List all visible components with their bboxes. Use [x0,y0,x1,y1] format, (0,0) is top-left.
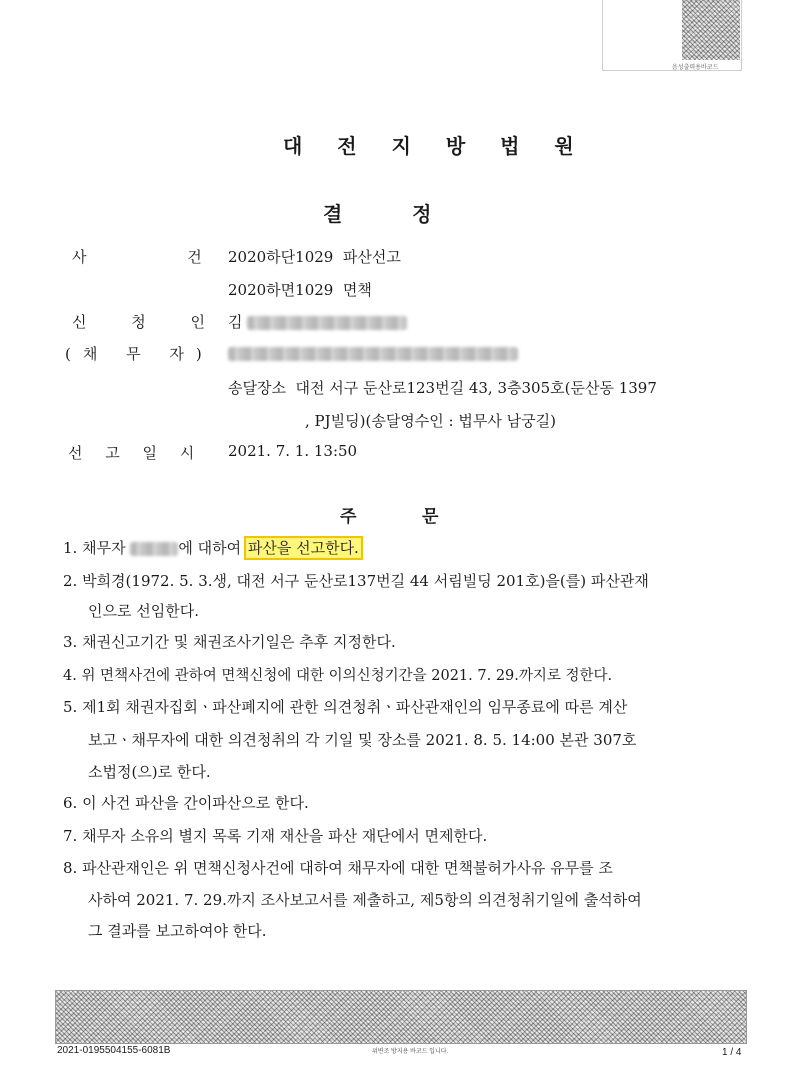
applicant-name-prefix: 김 [228,313,243,331]
document-type: 결 정 [323,202,436,226]
case-discharge: 2020하면1029 면책 [228,281,372,299]
date-value: 2021. 7. 1. 13:50 [228,442,358,460]
order-item-5-line1: 5. 제1회 채권자집회ㆍ파산폐지에 관한 의견청취ㆍ파산관재인의 임무종료에 따른 계산 [63,698,628,716]
order-item-2-line1: 2. 박희경(1972. 5. 3.생, 대전 서구 둔산로137번길 44 서림빌딩 201호)을(를) 파산관재 [63,572,649,590]
order-item-1 [63,537,361,558]
order-item-3: 3. 채권신고기간 및 채권조사기일은 추후 지정한다. [63,633,396,651]
delivery-address-1: 송달장소 대전 서구 둔산로123번길 43, 3층305호(둔산동 1397 [228,379,657,397]
date-label: 선 고 일 시 [68,444,204,462]
order-item-5-line2: 보고ㆍ채무자에 대한 의견청취의 각 기일 및 장소를 2021. 8. 5. 14:00 본관 307호 [88,731,637,749]
anti-forgery-caption: 위변조 방지용 바코드 입니다. [372,1049,449,1055]
case-bankruptcy: 2020하단1029 파산선고 [228,248,401,266]
order-item-4: 4. 위 면책사건에 관하여 면책신청에 대한 이의신청기간을 2021. 7. 29.까지로 정한다. [63,668,613,684]
order-item-8-line1: 8. 파산관재인은 위 면책신청사건에 대하여 채무자에 대한 면책불허가사유 유무를 조 [63,859,613,877]
order-item-5-line3: 소법정(으)로 한다. [88,763,211,781]
applicant-label: 신 청 인 [72,313,226,331]
order-item-8-line3: 그 결과를 보고하여야 한다. [88,922,267,940]
redacted-address [228,343,518,362]
page-number: 1 / 4 [722,1047,742,1058]
debtor-label: (채 무 자) [65,345,214,363]
order-1-mid: 에 대하여 [178,539,246,557]
court-name: 대 전 지 방 법 원 [283,134,588,158]
order-item-8-line2: 사하여 2021. 7. 29.까지 조사보고서를 제출하고, 제5항의 의견청취기일에 출석하여 [88,891,642,909]
highlighted-ruling: 파산을 선고한다. [247,539,359,557]
order-1-number: 1. [63,539,78,557]
anti-forgery-barcode [55,990,747,1044]
order-item-7: 7. 채무자 소유의 별지 목록 기재 재산을 파산 재단에서 면제한다. [63,827,488,845]
voice-output-barcode [682,0,740,60]
delivery-address-2: , PJ빌딩)(송달영수인 : 법무사 남궁길) [305,412,556,430]
order-1-pre: 채무자 [82,539,126,557]
case-label: 사 건 [72,248,250,266]
order-heading: 주 문 [340,507,445,527]
document-number: 2021-0195504155-6081B [57,1045,171,1056]
redacted-name [247,316,407,330]
barcode-caption: 음성출력용바코드 [672,65,719,71]
applicant-name [228,311,407,332]
order-item-2-line2: 인으로 선임한다. [88,602,199,620]
redacted-debtor-name [130,542,178,556]
redacted-block [228,347,518,361]
order-item-6: 6. 이 사건 파산을 간이파산으로 한다. [63,794,309,812]
